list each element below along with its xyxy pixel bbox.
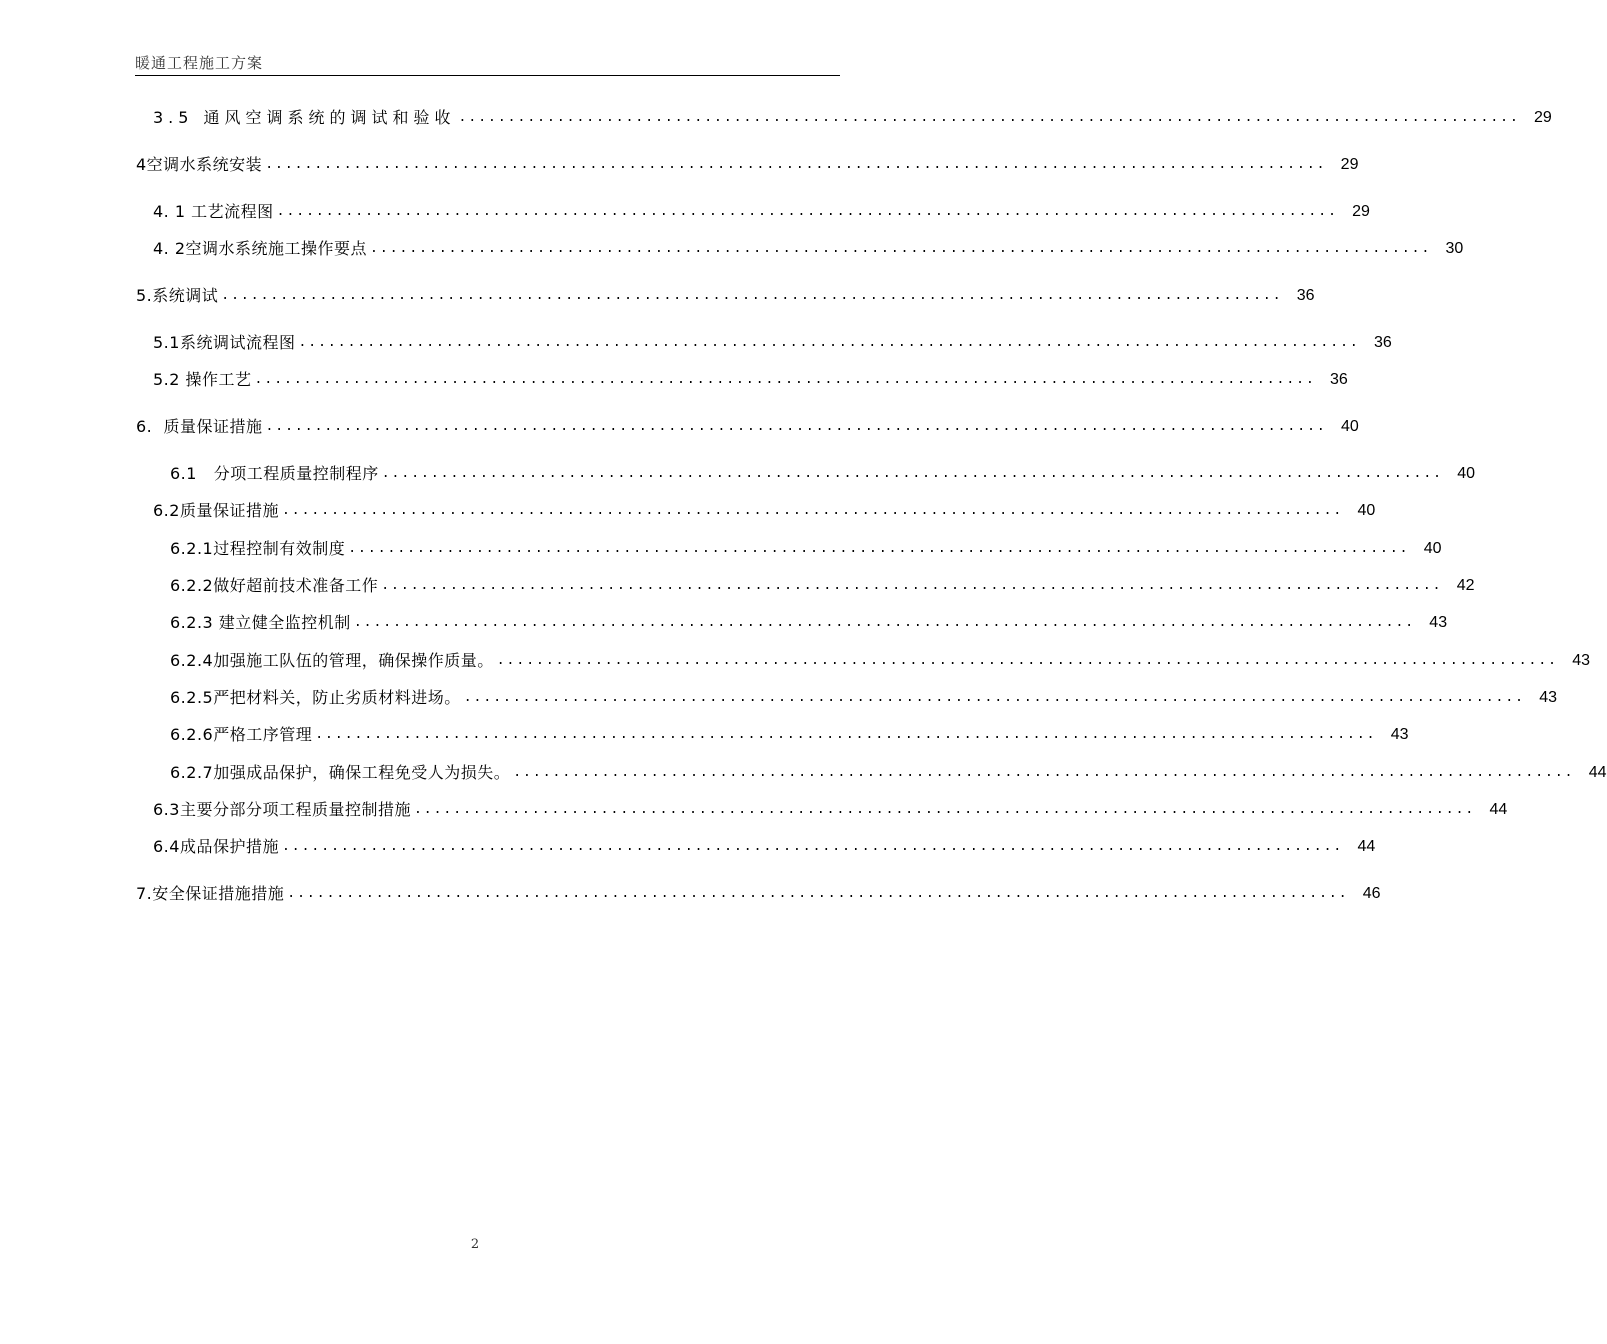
toc-page-number: 43 bbox=[1429, 614, 1448, 631]
toc-page-number: 44 bbox=[1588, 764, 1607, 781]
toc-entry-title: 6.2.1过程控制有效制度 bbox=[170, 539, 346, 558]
toc-entry[interactable] bbox=[136, 282, 1315, 306]
toc-page-number: 40 bbox=[1457, 465, 1475, 482]
toc-page-number: 40 bbox=[1423, 540, 1442, 557]
toc-entry-title: 7.安全保证措施措施 bbox=[136, 884, 285, 903]
toc-entry-title: 6.2.5严把材料关，防止劣质材料进场。 bbox=[170, 688, 461, 707]
toc-leader: ............................................................................................................ bbox=[315, 727, 1377, 742]
toc-leader: ............................................................................................................ bbox=[381, 578, 1443, 593]
toc-entry-title: 4空调水系统安装 bbox=[136, 155, 263, 174]
toc-entry-title: 6.2.2做好超前技术准备工作 bbox=[170, 576, 379, 595]
toc-entry-title: 6.2.6严格工序管理 bbox=[170, 725, 313, 744]
toc-leader: ............................................................................................................ bbox=[276, 204, 1338, 219]
toc-page-number: 43 bbox=[1390, 726, 1409, 743]
toc-entry[interactable] bbox=[136, 413, 1359, 437]
toc-entry[interactable] bbox=[153, 796, 1508, 820]
toc-entry[interactable] bbox=[170, 572, 1475, 596]
toc-leader: ............................................................................................................ bbox=[381, 466, 1443, 481]
toc-page-number: 44 bbox=[1489, 801, 1508, 818]
toc-entry-title: 6.1 分项工程质量控制程序 bbox=[170, 464, 379, 483]
toc-entry[interactable] bbox=[170, 721, 1409, 745]
toc-page-number: 36 bbox=[1373, 334, 1392, 351]
toc-entry-title: 3.5 通风空调系统的调试和验收 bbox=[153, 108, 456, 127]
toc-page-number: 40 bbox=[1340, 418, 1359, 435]
toc-page-number: 42 bbox=[1456, 577, 1475, 594]
toc-entry-title: 6.2.7加强成品保护，确保工程免受人为损失。 bbox=[170, 763, 511, 782]
toc-entry[interactable] bbox=[170, 647, 1590, 671]
toc-leader: ............................................................................................................ bbox=[265, 419, 1327, 434]
toc-page-number: 44 bbox=[1357, 838, 1376, 855]
toc-entry[interactable] bbox=[170, 535, 1442, 559]
toc-entry-title: 6.2质量保证措施 bbox=[153, 501, 279, 520]
toc-leader: ............................................................................................................ bbox=[265, 157, 1327, 172]
toc-leader: ............................................................................................................ bbox=[281, 503, 1344, 518]
toc-leader: ............................................................................................................ bbox=[413, 802, 1476, 817]
toc-entry[interactable] bbox=[153, 833, 1376, 857]
toc-entry[interactable] bbox=[153, 198, 1370, 222]
toc-entry[interactable] bbox=[153, 366, 1348, 390]
toc-leader: ............................................................................................................ bbox=[254, 372, 1316, 387]
toc-entry-title: 4. 1 工艺流程图 bbox=[153, 202, 274, 221]
toc-entry[interactable] bbox=[170, 609, 1448, 633]
toc-entry-title: 6. 质量保证措施 bbox=[136, 417, 263, 436]
document-header: 暖通工程施工方案 bbox=[135, 54, 264, 72]
toc-leader: ............................................................................................................ bbox=[458, 110, 1520, 125]
toc-entry-title: 6.2.3 建立健全监控机制 bbox=[170, 613, 351, 632]
toc-entry[interactable] bbox=[136, 151, 1359, 175]
toc-page-number: 43 bbox=[1539, 689, 1557, 706]
toc-page-number: 36 bbox=[1330, 371, 1348, 388]
toc-leader: ............................................................................................................ bbox=[348, 541, 1410, 556]
toc-entry-title: 5.1系统调试流程图 bbox=[153, 333, 296, 352]
toc-entry[interactable] bbox=[153, 329, 1392, 353]
toc-entry-title: 5.系统调试 bbox=[136, 286, 219, 305]
toc-page-number: 36 bbox=[1296, 287, 1315, 304]
toc-entry[interactable] bbox=[136, 880, 1381, 904]
toc-leader: ............................................................................................................ bbox=[221, 288, 1283, 303]
toc-leader: ............................................................................................................ bbox=[287, 886, 1349, 901]
page-number: 2 bbox=[470, 1237, 480, 1252]
toc-leader: ............................................................................................................ bbox=[496, 653, 1558, 668]
toc-entry-title: 6.3主要分部分项工程质量控制措施 bbox=[153, 800, 411, 819]
toc-leader: ............................................................................................................ bbox=[463, 690, 1525, 705]
toc-entry-title: 4. 2空调水系统施工操作要点 bbox=[153, 239, 368, 258]
toc-page-number: 40 bbox=[1357, 502, 1376, 519]
toc-entry[interactable] bbox=[153, 104, 1552, 128]
toc-leader: ............................................................................................................ bbox=[370, 241, 1432, 256]
toc-page-number: 46 bbox=[1362, 885, 1381, 902]
toc-entry[interactable] bbox=[170, 759, 1607, 783]
toc-entry[interactable] bbox=[170, 684, 1557, 708]
toc-entry-title: 6.4成品保护措施 bbox=[153, 837, 279, 856]
toc-leader: ............................................................................................................ bbox=[281, 839, 1344, 854]
toc-page-number: 29 bbox=[1340, 156, 1359, 173]
toc-leader: ............................................................................................................ bbox=[353, 615, 1416, 630]
toc-page-number: 29 bbox=[1352, 203, 1370, 220]
toc-entry-title: 5.2 操作工艺 bbox=[153, 370, 252, 389]
toc-leader: ............................................................................................................ bbox=[513, 765, 1575, 780]
toc-page-number: 30 bbox=[1445, 240, 1464, 257]
toc-entry[interactable] bbox=[170, 460, 1475, 484]
toc-entry-title: 6.2.4加强施工队伍的管理，确保操作质量。 bbox=[170, 651, 494, 670]
toc-page-number: 29 bbox=[1534, 109, 1552, 126]
toc-entry[interactable] bbox=[153, 497, 1376, 521]
toc-leader: ............................................................................................................ bbox=[298, 335, 1360, 350]
toc-page-number: 43 bbox=[1572, 652, 1590, 669]
toc-entry[interactable] bbox=[153, 235, 1464, 259]
